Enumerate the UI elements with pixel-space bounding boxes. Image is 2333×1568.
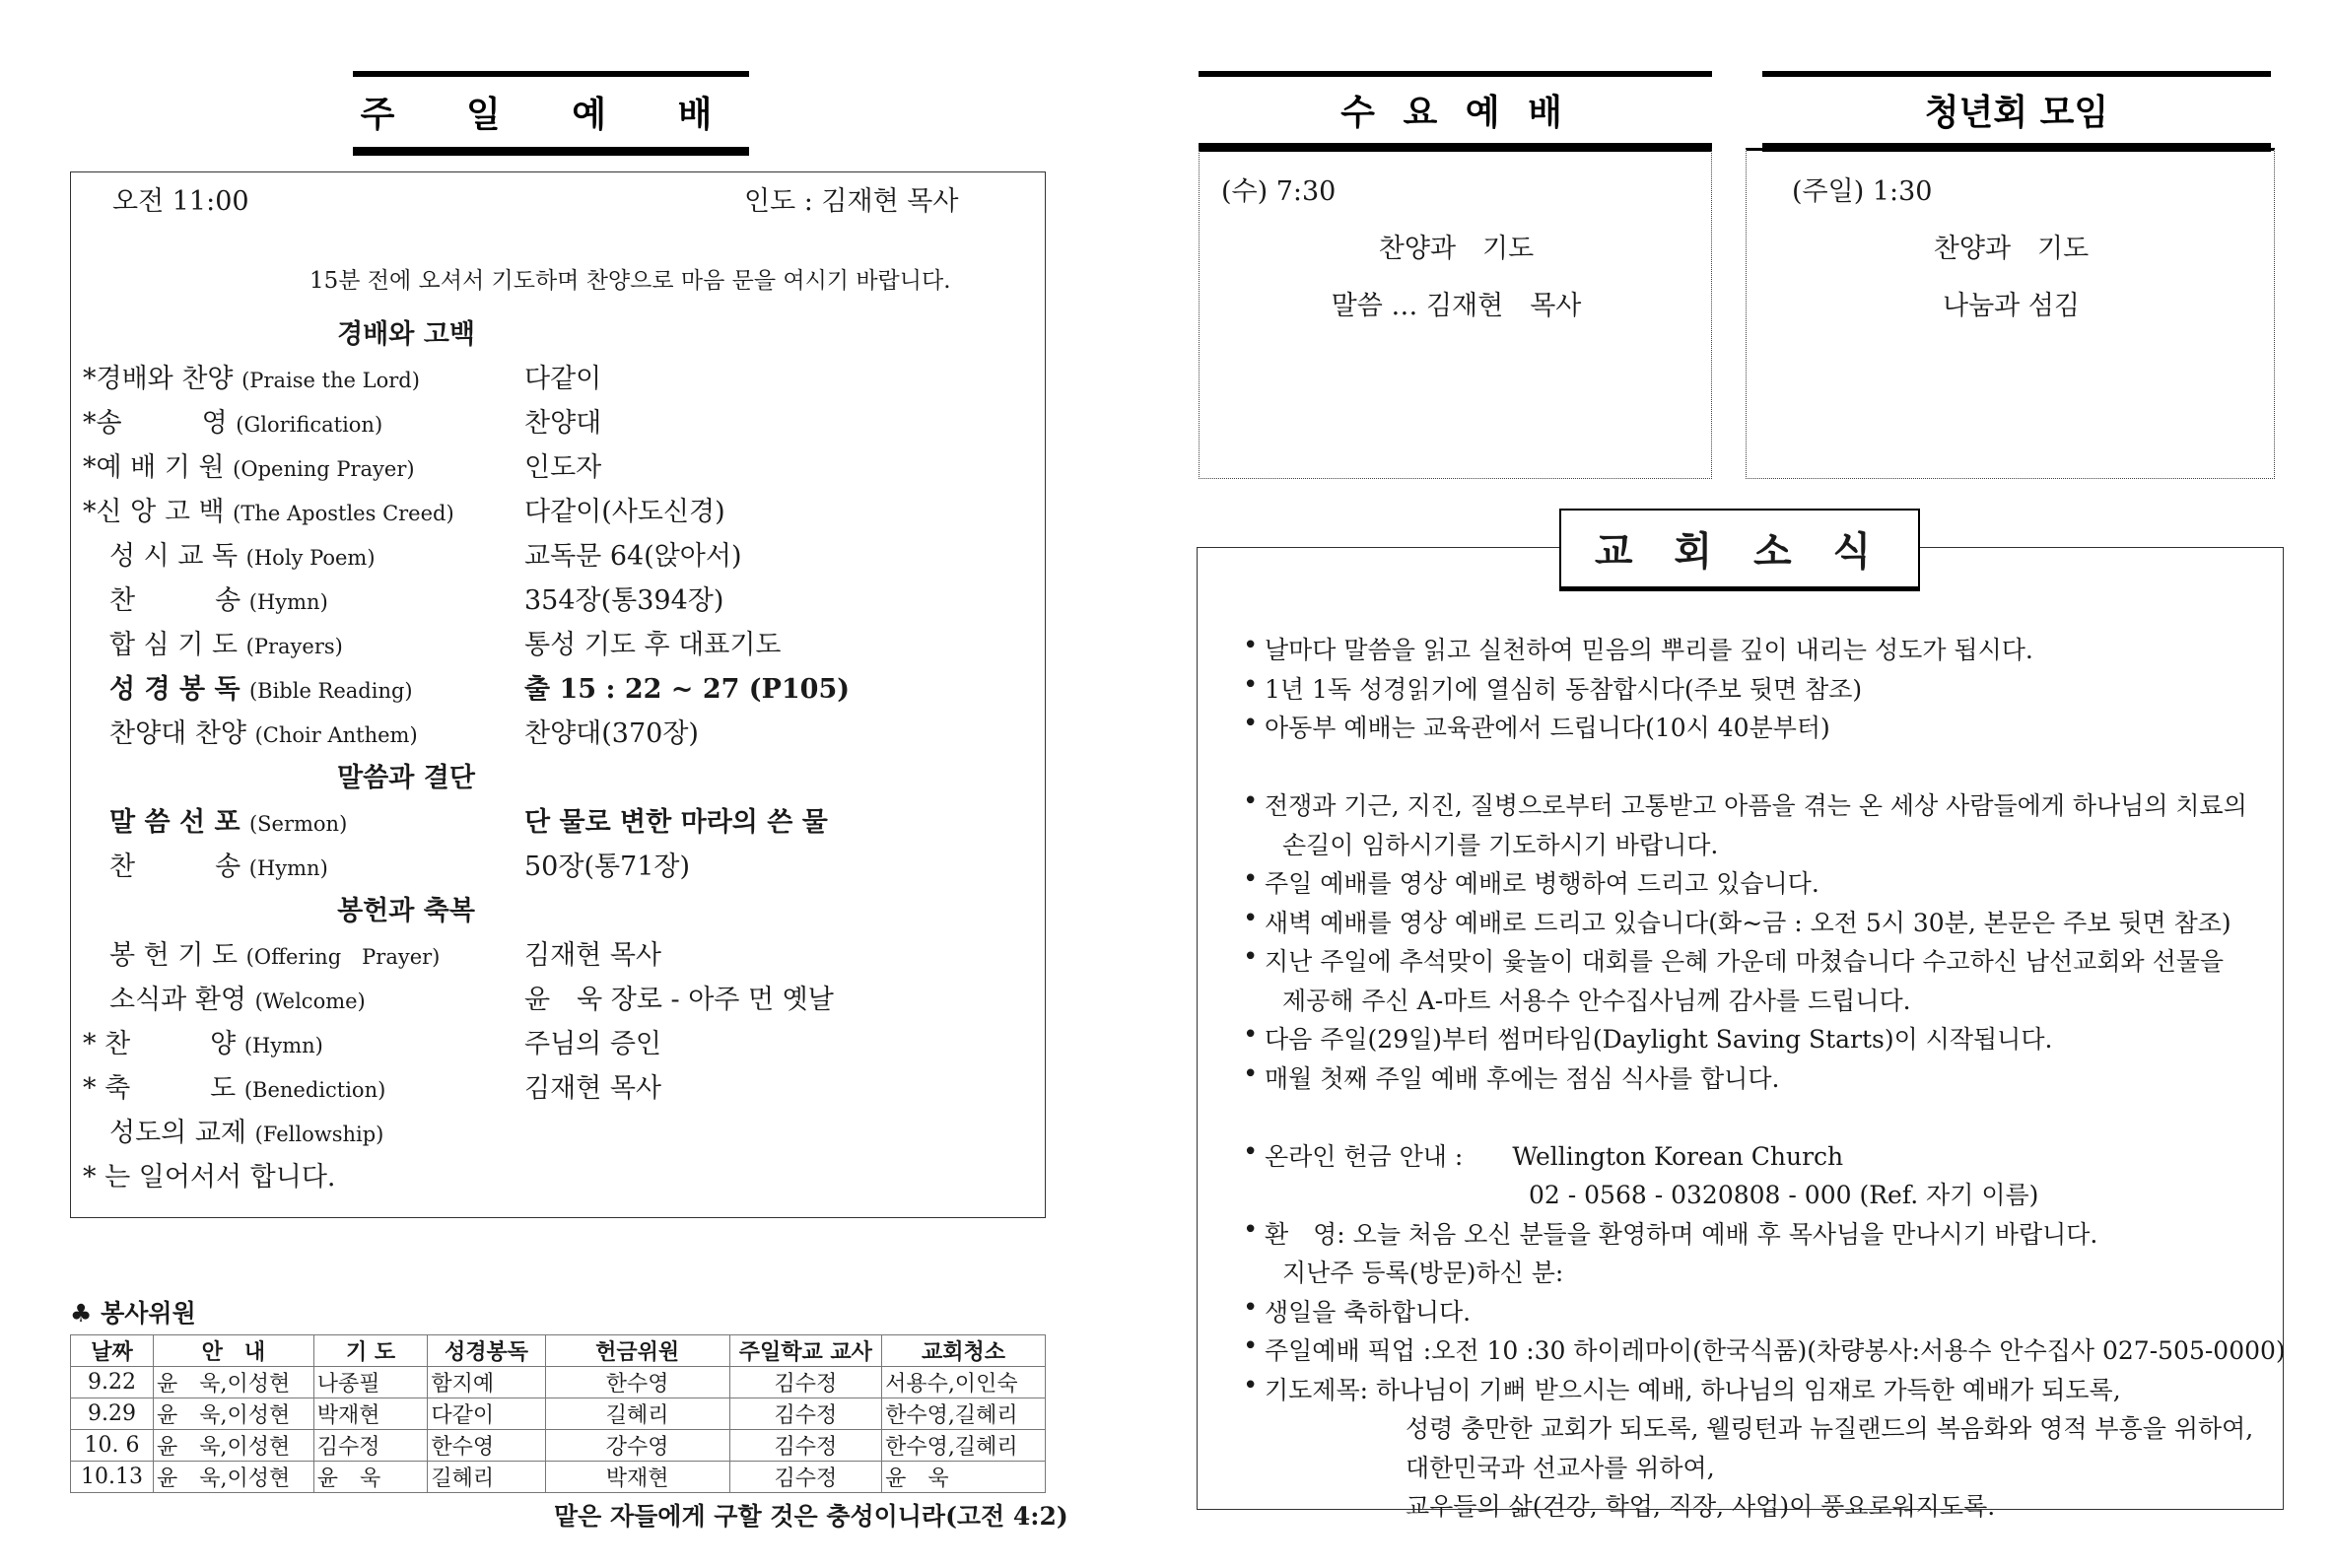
volunteers-table: [70, 1334, 1046, 1493]
table-cell: 10. 6: [71, 1430, 154, 1462]
table-cell: 9.22: [71, 1367, 154, 1398]
order-item-label: [83, 845, 328, 883]
service-notice: 15분 전에 오셔서 기도하며 찬양으로 마음 문을 여시기 바랍니다.: [309, 268, 951, 294]
order-item-value: 50장(통71장): [524, 852, 691, 882]
table-cell: 윤 욱: [882, 1462, 1046, 1493]
order-item-english: (Sermon): [248, 812, 348, 836]
table-row: [71, 1430, 1046, 1462]
bullet-icon: •: [1243, 786, 1259, 816]
order-item: [71, 667, 1047, 711]
table-cell: 박재현: [313, 1398, 428, 1430]
table-cell: 윤 욱,이성현: [154, 1462, 314, 1493]
order-item-label: [83, 579, 328, 617]
news-item-line: 주일 예배를 영상 예배로 병행하여 드리고 있습니다.: [1265, 869, 1819, 898]
order-item-korean: 찬 송: [83, 585, 241, 616]
table-cell: 김수정: [729, 1398, 881, 1430]
news-item-line: 대한민국과 선교사를 위하여,: [1282, 1453, 1715, 1482]
order-item-korean: 소식과 환영: [83, 985, 246, 1015]
table-cell: 길혜리: [545, 1398, 729, 1430]
table-row: [71, 1367, 1046, 1398]
table-cell: 10.13: [71, 1462, 154, 1493]
order-item: [71, 800, 1047, 844]
bullet-icon: •: [1243, 669, 1259, 700]
order-item-value: 출 15 : 22 ~ 27 (P105): [524, 674, 851, 705]
order-item: [71, 623, 1047, 666]
order-item-value: 교독문 64(앉아서): [524, 541, 742, 572]
order-item-korean: 봉 헌 기 도: [83, 940, 239, 971]
order-item: [71, 579, 1047, 622]
news-item-line: 매월 첫째 주일 예배 후에는 점심 식사를 합니다.: [1265, 1063, 1780, 1093]
order-item-value: 354장(통394장): [524, 585, 724, 616]
news-item-line: 주일예배 픽업 :오전 10 :30 하이레마이(한국식품)(차량봉사:서용수 안수집사 027-505-0000): [1265, 1336, 2286, 1365]
news-item-line: 새벽 예배를 영상 예배로 드리고 있습니다(화~금 : 오전 5시 30분, 본문은 주보 뒷면 참조): [1265, 908, 2231, 937]
order-item-korean: 찬양대 찬양: [83, 718, 246, 749]
wednesday-box: [1199, 148, 1712, 479]
order-item-korean: *송 영: [83, 408, 228, 439]
table-cell: 김수정: [729, 1367, 881, 1398]
volunteers-col-header: 교회청소: [882, 1335, 1046, 1367]
section-title: 말씀과 결단: [337, 763, 475, 793]
order-item-korean: *경배와 찬양: [83, 364, 234, 394]
sunday-order-box: [70, 171, 1046, 1218]
bullet-icon: •: [1243, 1020, 1259, 1050]
sunday-service-heading: 주 일 예 배: [353, 71, 749, 156]
order-item-english: (Holy Poem): [245, 546, 376, 570]
news-item-line: 온라인 헌금 안내 : Wellington Korean Church: [1265, 1141, 1844, 1171]
bullet-icon: •: [1243, 1136, 1259, 1167]
youth-box: [1746, 148, 2275, 479]
order-item-value: 다같이(사도신경): [524, 497, 725, 527]
youth-time: (주일) 1:30: [1792, 176, 1933, 207]
bullet-icon: •: [1243, 1292, 1259, 1323]
news-list: [1233, 548, 2286, 1521]
order-item: [71, 1022, 1047, 1065]
youth-line-1: 찬양과 기도: [1933, 234, 2090, 264]
order-item-value: 찬양대(370장): [524, 718, 699, 749]
order-item: [71, 1066, 1047, 1110]
order-item-korean: *신 앙 고 백: [83, 497, 225, 527]
order-item: [71, 357, 1047, 400]
news-item-line: 지난주 등록(방문)하신 분:: [1282, 1259, 1564, 1287]
bullet-icon: •: [1243, 1058, 1259, 1089]
order-item: [71, 1111, 1047, 1154]
table-cell: 윤 욱,이성현: [154, 1430, 314, 1462]
order-item: [71, 490, 1047, 533]
order-item-value: 인도자: [524, 452, 602, 483]
wednesday-heading: 수 요 예 배: [1199, 71, 1712, 152]
table-cell: 김수정: [729, 1430, 881, 1462]
order-item-korean: *예 배 기 원: [83, 452, 225, 483]
table-cell: 김수정: [729, 1462, 881, 1493]
bullet-icon: •: [1243, 1370, 1259, 1400]
table-cell: 서용수,이인숙: [882, 1367, 1046, 1398]
order-item: [71, 712, 1047, 755]
table-cell: 한수영: [545, 1367, 729, 1398]
table-cell: 윤 욱: [313, 1462, 428, 1493]
news-item-line: 환 영: 오늘 처음 오신 분들을 환영하며 예배 후 목사님을 만나시기 바랍니다.: [1265, 1219, 2098, 1249]
news-item-line: 날마다 말씀을 읽고 실천하여 믿음의 뿌리를 깊이 내리는 성도가 됩시다.: [1265, 636, 2033, 664]
order-item-value: 단 물로 변한 마라의 쓴 물: [524, 807, 828, 838]
order-item: [71, 445, 1047, 489]
news-item-line: 지난 주일에 추석맞이 윷놀이 대회를 은혜 가운데 마쳤습니다 수고하신 남선교회와 선물을: [1265, 947, 2225, 976]
order-item-english: (Opening Prayer): [233, 457, 415, 481]
news-item-line: 교우들의 삶(건강, 학업, 직장, 사업)이 풍요로워지도록.: [1282, 1492, 1996, 1521]
order-item-value: 찬양대: [524, 408, 602, 439]
news-item-line: 1년 1독 성경읽기에 열심히 동참합시다(주보 뒷면 참조): [1265, 674, 1863, 704]
order-item-english: (Welcome): [254, 989, 366, 1013]
order-item-label: [83, 401, 382, 440]
order-item-label: [83, 445, 415, 484]
order-item-korean: 말 씀 선 포: [83, 807, 240, 838]
table-cell: 다같이: [428, 1398, 545, 1430]
order-item-english: (Praise the Lord): [241, 369, 420, 392]
table-cell: 길혜리: [428, 1462, 545, 1493]
order-item-korean: * 찬 양: [83, 1029, 237, 1059]
order-item-english: (Bible Reading): [248, 679, 413, 703]
volunteers-col-header: 날짜: [71, 1335, 154, 1367]
service-leader: 인도 : 김재현 목사: [744, 186, 959, 217]
table-cell: 함지예: [428, 1367, 545, 1398]
order-item-korean: * 축 도: [83, 1073, 237, 1104]
order-item-label: [83, 1066, 385, 1105]
standing-footnote-text: * 는 일어서서 합니다.: [83, 1162, 336, 1193]
volunteers-col-header: 안 내: [154, 1335, 314, 1367]
order-item: [71, 845, 1047, 888]
order-item-label: [83, 667, 413, 706]
order-item-label: [83, 978, 366, 1016]
order-item-value: 김재현 목사: [524, 1073, 661, 1104]
order-item-english: (The Apostles Creed): [233, 502, 454, 525]
bullet-icon: •: [1243, 1331, 1259, 1361]
order-item-korean: 성 시 교 독: [83, 541, 239, 572]
order-item-korean: 성 경 봉 독: [83, 674, 240, 705]
order-item-english: (Choir Anthem): [254, 723, 418, 747]
table-cell: 나종필: [313, 1367, 428, 1398]
order-item-korean: 성도의 교제: [83, 1118, 246, 1148]
order-item-value: 김재현 목사: [524, 940, 661, 971]
news-item-line: 성령 충만한 교회가 되도록, 웰링턴과 뉴질랜드의 복음화와 영적 부흥을 위하여,: [1282, 1414, 2254, 1443]
section-title: 경배와 고백: [337, 319, 475, 350]
table-cell: 박재현: [545, 1462, 729, 1493]
order-item-korean: 찬 송: [83, 852, 241, 882]
table-cell: 한수영,길혜리: [882, 1398, 1046, 1430]
order-item-label: [83, 357, 420, 395]
table-cell: 김수정: [313, 1430, 428, 1462]
order-item-value: 윤 욱 장로 - 아주 먼 옛날: [524, 985, 834, 1015]
order-item-label: [83, 623, 343, 661]
volunteers-heading: ♣ 봉사위원: [70, 1299, 196, 1328]
standing-footnote: [71, 1155, 1047, 1198]
order-item-label: [83, 490, 454, 528]
wednesday-line-1: 찬양과 기도: [1378, 234, 1535, 264]
bullet-icon: •: [1243, 903, 1259, 933]
order-item-english: (Prayers): [245, 635, 343, 658]
table-cell: 윤 욱,이성현: [154, 1398, 314, 1430]
order-item-value: 주님의 증인: [524, 1029, 661, 1059]
bullet-icon: •: [1243, 942, 1259, 972]
volunteers-col-header: 헌금위원: [545, 1335, 729, 1367]
order-item: [71, 534, 1047, 578]
news-item-line: 아동부 예배는 교육관에서 드립니다(10시 40분부터): [1265, 714, 1830, 742]
verse: 맡은 자들에게 구할 것은 충성이니라(고전 4:2): [554, 1502, 1068, 1531]
news-item-line: 생일을 축하합니다.: [1265, 1297, 1472, 1327]
volunteers-col-header: 기 도: [313, 1335, 428, 1367]
news-item-line: 다음 주일(29일)부터 썸머타임(Daylight Saving Starts)이 시작됩니다.: [1265, 1025, 2053, 1054]
wednesday-line-2: 말씀 … 김재현 목사: [1331, 291, 1582, 321]
bullet-icon: •: [1243, 864, 1259, 894]
bullet-icon: •: [1243, 1214, 1259, 1245]
table-cell: 한수영,길혜리: [882, 1430, 1046, 1462]
youth-heading: 청년회 모임: [1762, 71, 2271, 152]
order-item-value: 통성 기도 후 대표기도: [524, 630, 782, 660]
table-cell: 한수영: [428, 1430, 545, 1462]
wednesday-time: (수) 7:30: [1221, 176, 1337, 207]
news-item-line: 02 - 0568 - 0320808 - 000 (Ref. 자기 이름): [1282, 1181, 2039, 1209]
order-item-label: [83, 1022, 323, 1060]
news-item-line: 전쟁과 기근, 지진, 질병으로부터 고통받고 아픔을 겪는 온 세상 사람들에게 하나님의 치료의: [1265, 791, 2247, 820]
order-item-english: (Offering Prayer): [245, 945, 441, 969]
section-title: 봉헌과 축복: [337, 896, 475, 926]
table-row: [71, 1398, 1046, 1430]
order-item: [71, 933, 1047, 977]
service-time: 오전 11:00: [112, 186, 249, 217]
order-item-english: (Hymn): [248, 856, 328, 880]
news-item-line: 손길이 임하시기를 기도하시기 바랍니다.: [1282, 830, 1719, 859]
table-row: [71, 1462, 1046, 1493]
order-item: [71, 978, 1047, 1021]
table-cell: 9.29: [71, 1398, 154, 1430]
order-item-english: (Benediction): [243, 1078, 386, 1102]
order-item-korean: 합 심 기 도: [83, 630, 239, 660]
news-item-line: 기도제목: 하나님이 기뻐 받으시는 예배, 하나님의 임재로 가득한 예배가 되도록,: [1265, 1375, 2121, 1404]
table-cell: 윤 욱,이성현: [154, 1367, 314, 1398]
order-item-label: [83, 800, 347, 839]
order-item: [71, 401, 1047, 444]
order-of-worship: [71, 172, 1047, 1219]
youth-line-2: 나눔과 섬김: [1943, 291, 2080, 321]
news-box: [1197, 547, 2286, 1521]
order-item-label: [83, 933, 440, 972]
bullet-icon: •: [1243, 631, 1259, 660]
volunteers-col-header: 주일학교 교사: [729, 1335, 881, 1367]
order-item-label: [83, 712, 418, 750]
bullet-icon: •: [1243, 709, 1259, 738]
order-item-english: (Fellowship): [254, 1123, 384, 1146]
volunteers-col-header: 성경봉독: [428, 1335, 545, 1367]
news-item-line: 제공해 주신 A-마트 서용수 안수집사님께 감사를 드립니다.: [1282, 986, 1911, 1015]
table-cell: 강수영: [545, 1430, 729, 1462]
order-item-english: (Glorification): [236, 413, 383, 437]
order-item-english: (Hymn): [248, 590, 328, 614]
order-item-value: 다같이: [524, 364, 602, 394]
order-item-label: [83, 1111, 383, 1149]
news-heading: 교 회 소 식: [1559, 509, 1920, 591]
order-item-label: [83, 534, 376, 573]
order-item-english: (Hymn): [243, 1034, 323, 1057]
